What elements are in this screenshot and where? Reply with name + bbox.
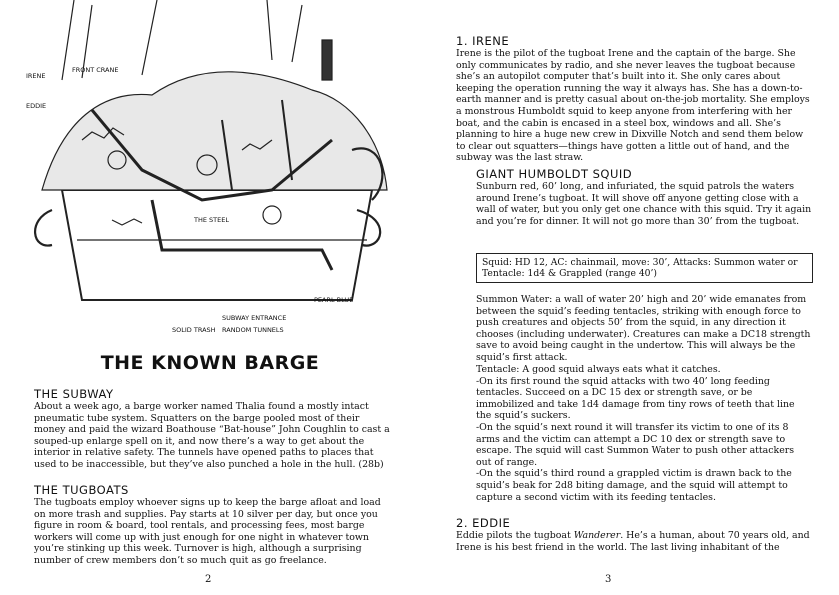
section-squid (476, 167, 812, 227)
section-irene (456, 34, 812, 164)
tentacle-line: Tentacle: A good squid always eats what it catches. (476, 364, 721, 375)
label-the-steel: THE STEEL (194, 216, 229, 224)
section-heading: THE SUBWAY (34, 387, 114, 401)
section-heading: 2. EDDIE (456, 516, 511, 530)
tentacle-line: -On the squid’s next round it will transfer its victim to one of its 8 arms and the victim can attempt a DC 10 dex or strength save to escape. The squid will cast Summon Water to push other attackers out of range. (476, 421, 795, 468)
section-heading: THE TUGBOATS (34, 483, 129, 497)
section-body: The tugboats employ whoever signs up to keep the barge afloat and load on more trash and supplies. Pay starts at 10 silver per day, but once you figure in room & board, tool rentals, and processing fees, most barge workers will come up with just enough for one night in whatever town you’re stinking up this week. Turnover is high, although a surprising number of crew members don’t so much quit as go freelance. (34, 497, 381, 566)
summon-water-text (476, 294, 812, 364)
label-irene: IRENE (26, 72, 46, 80)
page-number: 2 (205, 574, 212, 585)
label-subway-entrance: SUBWAY ENTRANCE (222, 314, 287, 322)
label-solid-trash: SOLID TRASH (172, 326, 216, 334)
right-page (420, 0, 839, 595)
section-eddie (456, 516, 822, 553)
tentacle-text (476, 364, 812, 503)
eddie-body-suffix: . He’s a human, about 70 years old, and Irene is his best friend in the world. The last living inhabitant of the (456, 530, 810, 553)
section-body (456, 530, 822, 553)
section-subway (34, 387, 390, 471)
eddie-boat-name: Wanderer (573, 530, 621, 541)
page-number: 3 (605, 574, 612, 585)
eddie-body-prefix: Eddie pilots the tugboat (456, 530, 574, 541)
label-eddie: EDDIE (26, 102, 47, 110)
barge-illustration (22, 0, 398, 340)
section-body: About a week ago, a barge worker named Thalia found a mostly intact pneumatic tube system. Squatters on the barge pooled most of their money and paid the wizard Boathouse “Bat-house” John Coughlin to cast a souped-up enlarge spell on it, and now there’s a way to get about the interior in relative safety. The tunnels have opened paths to places that used to be inaccessible, but they’ve also punched a hole in the hull. (28b) (34, 401, 390, 470)
tentacle-line: -On its first round the squid attacks with two 40’ long feeding tentacles. Succeed on a DC 15 dex or strength save, or be immobilized and take 1d4 damage from tiny rows of teeth that line the squid’s suckers. (476, 375, 795, 422)
section-body: Sunburn red, 60’ long, and infuriated, the squid patrols the waters around Irene’s tugboat. It will shove off anyone getting close with a wall of water, but you only get one chance with this squid. Try it again and you’re for dinner. It will not go more than 30’ from the tugboat. (476, 181, 812, 227)
section-heading: GIANT HUMBOLDT SQUID (476, 167, 633, 181)
label-pearl-blue: PEARL BLUE (314, 296, 354, 304)
summon-water-body: Summon Water: a wall of water 20’ high and 20’ wide emanates from between the squid’s feeding tentacles, striking with enough force to push creatures and objects 50’ from the squid, in any direction it chooses (including underwater). Creatures can make a DC18 strength save to avoid being caught in the undertow. This will always be the squid’s first attack. (476, 294, 811, 363)
section-tugboats (34, 483, 390, 567)
label-front-crane: FRONT CRANE (72, 66, 119, 74)
section-heading: 1. IRENE (456, 34, 510, 48)
tentacle-line: -On the squid’s third round a grappled victim is drawn back to the squid’s beak for 2d8 biting damage, and the squid will attempt to capture a second victim with its feeding tentacles. (476, 468, 792, 503)
section-body: Irene is the pilot of the tugboat Irene and the captain of the barge. She only communicates by radio, and she never leaves the tugboat because she’s an autopilot computer that’s built into it. She only cares about keeping the operation running the way it always has. She has a down-to-earth manner and is pretty casual about on-the-job mortality. She employs a monstrous Humboldt squid to keep anyone from interfering with her boat, and the cabin is encased in a steel box, windows and all. She’s planning to hire a huge new crew in Dixville Notch and send them below to clear out squatters—things have gotten a little out of hand, and the subway was the last straw. (456, 48, 810, 164)
stat-block: Squid: HD 12, AC: chainmail, move: 30’, Attacks: Summon water or Tentacle: 1d4 & Grappled (range 40’) (476, 253, 813, 283)
label-random-tunnels: RANDOM TUNNELS (222, 326, 284, 334)
page-title: THE KNOWN BARGE (100, 352, 320, 374)
